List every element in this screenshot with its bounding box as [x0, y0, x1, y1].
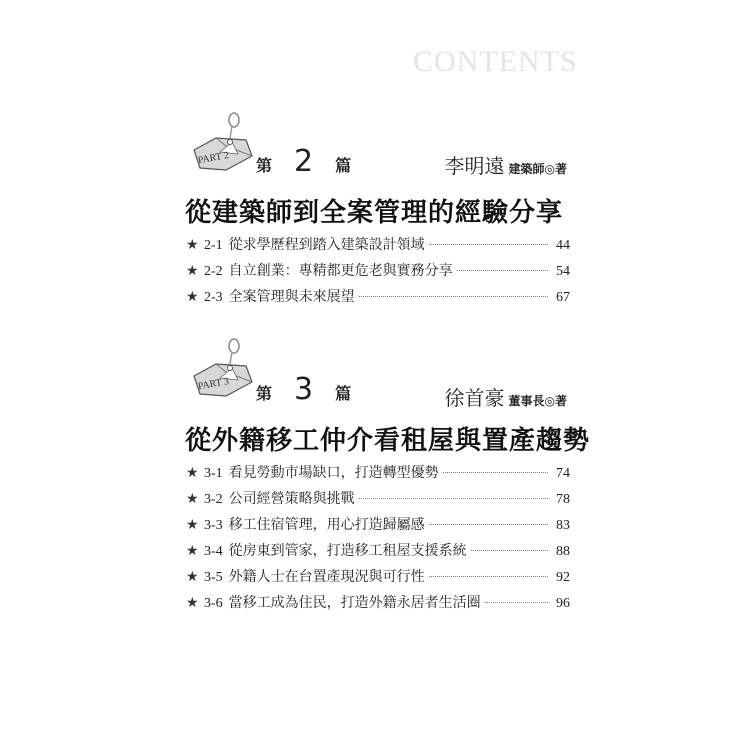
part-title: 從建築師到全案管理的經驗分享 — [185, 198, 564, 228]
toc-entry[interactable]: ★ 2-2 自立創業：專精都更危老與實務分享 54 — [186, 263, 570, 279]
leader-dots — [359, 498, 548, 499]
leader-dots — [485, 602, 548, 603]
leader-dots — [429, 524, 548, 525]
toc-entry[interactable]: ★ 3-3 移工住宿管理，用心打造歸屬感 83 — [186, 517, 570, 533]
star-icon: ★ — [186, 237, 199, 253]
svg-text:PART 3: PART 3 — [197, 376, 230, 393]
leader-dots — [429, 576, 548, 577]
toc-list — [186, 462, 570, 618]
star-icon: ★ — [186, 465, 199, 481]
svg-text:PART 2: PART 2 — [197, 150, 230, 167]
part-number: 第 3 篇 — [256, 372, 352, 407]
leader-dots — [443, 472, 548, 473]
toc-entry[interactable]: ★ 3-4 從房東到管家，打造移工租屋支援系統 88 — [186, 543, 570, 559]
part-number: 第 2 篇 — [256, 144, 352, 179]
part-tag-icon — [186, 338, 258, 400]
toc-entry[interactable]: ★ 3-2 公司經營策略與挑戰 78 — [186, 491, 570, 507]
star-icon: ★ — [186, 569, 199, 585]
leader-dots — [457, 270, 548, 271]
part-tag-icon — [186, 112, 258, 174]
star-icon: ★ — [186, 517, 199, 533]
toc-entry[interactable]: ★ 3-6 當移工成為住民，打造外籍永居者生活圈 96 — [186, 595, 570, 611]
author-credit: 徐首豪 董事長◎著 — [444, 386, 567, 410]
author-credit: 李明遠 建築師◎著 — [444, 154, 567, 178]
toc-entry[interactable]: ★ 3-5 外籍人士在台置產現況與可行性 92 — [186, 569, 570, 585]
leader-dots — [359, 296, 548, 297]
toc-list — [186, 234, 570, 312]
part-title: 從外籍移工仲介看租屋與置產趨勢 — [185, 426, 591, 456]
star-icon: ★ — [186, 491, 199, 507]
star-icon: ★ — [186, 263, 199, 279]
toc-entry[interactable]: ★ 3-1 看見勞動市場缺口，打造轉型優勢 74 — [186, 465, 570, 481]
contents-watermark: CONTENTS — [413, 45, 578, 78]
star-icon: ★ — [186, 543, 199, 559]
star-icon: ★ — [186, 595, 199, 611]
leader-dots — [429, 244, 548, 245]
toc-entry[interactable]: ★ 2-1 從求學歷程到踏入建築設計領域 44 — [186, 237, 570, 253]
toc-entry[interactable]: ★ 2-3 全案管理與未來展望 67 — [186, 289, 570, 305]
leader-dots — [471, 550, 548, 551]
star-icon: ★ — [186, 289, 199, 305]
